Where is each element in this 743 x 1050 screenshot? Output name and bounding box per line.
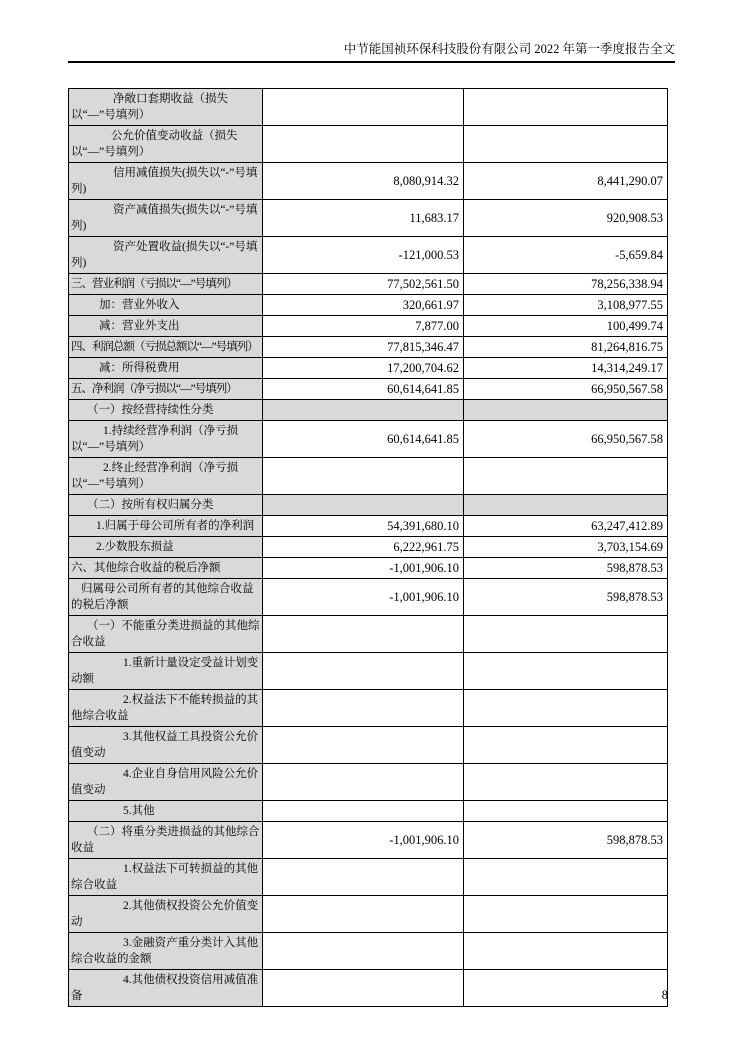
row-value-2 xyxy=(464,859,668,896)
row-value-1: 6,222,961.75 xyxy=(263,537,464,558)
row-label: 四、利润总额（亏损总额以“—”号填列） xyxy=(71,341,258,353)
row-label: 4.其他债权投资信用减值准备 xyxy=(71,974,259,1002)
table-row xyxy=(69,516,668,537)
table-row xyxy=(69,933,668,970)
row-label: 1.归属于母公司所有者的净利润 xyxy=(96,520,255,532)
row-label-cell xyxy=(69,558,263,579)
header-divider xyxy=(68,61,675,63)
row-value-1 xyxy=(263,400,464,421)
table-row xyxy=(69,400,668,421)
row-value-2: 598,878.53 xyxy=(464,822,668,859)
row-value-1: 77,815,346.47 xyxy=(263,337,464,358)
table-row xyxy=(69,316,668,337)
row-value-1 xyxy=(263,859,464,896)
row-label: 归属母公司所有者的其他综合收益的税后净额 xyxy=(71,583,254,611)
row-value-1 xyxy=(263,126,464,163)
row-label: （二）将重分类进损益的其他综合收益 xyxy=(71,826,260,854)
table-row xyxy=(69,163,668,200)
row-value-2: 78,256,338.94 xyxy=(464,274,668,295)
row-value-2: 66,950,567.58 xyxy=(464,421,668,458)
table-row xyxy=(69,822,668,859)
row-label-cell xyxy=(69,801,263,822)
row-label-cell xyxy=(69,400,263,421)
table-row xyxy=(69,337,668,358)
row-value-2: 920,908.53 xyxy=(464,200,668,237)
row-value-1 xyxy=(263,653,464,690)
row-label: 4.企业自身信用风险公允价值变动 xyxy=(71,768,259,796)
row-label-cell xyxy=(69,316,263,337)
row-label-cell xyxy=(69,933,263,970)
row-value-2: 8,441,290.07 xyxy=(464,163,668,200)
row-label-cell xyxy=(69,200,263,237)
row-label-cell xyxy=(69,579,263,616)
table-row xyxy=(69,126,668,163)
table-row xyxy=(69,537,668,558)
row-value-2 xyxy=(464,653,668,690)
row-value-2: -5,659.84 xyxy=(464,237,668,274)
row-label: 资产处置收益(损失以“-”号填列) xyxy=(71,241,258,269)
row-value-1 xyxy=(263,89,464,126)
row-value-1: 7,877.00 xyxy=(263,316,464,337)
row-label: （二）按所有权归属分类 xyxy=(87,499,214,511)
row-label-cell xyxy=(69,859,263,896)
row-value-2: 598,878.53 xyxy=(464,579,668,616)
row-value-1: 60,614,641.85 xyxy=(263,379,464,400)
table-row xyxy=(69,579,668,616)
row-label: 1.权益法下可转损益的其他综合收益 xyxy=(71,863,259,891)
table-row xyxy=(69,558,668,579)
row-label: 减：所得税费用 xyxy=(99,362,180,374)
row-label: 三、营业利润（亏损以“—”号填列） xyxy=(71,278,237,290)
row-label: 5.其他 xyxy=(123,805,155,817)
table-row xyxy=(69,690,668,727)
row-label: （一）不能重分类进损益的其他综合收益 xyxy=(71,620,260,648)
page-number: 8 xyxy=(661,988,668,1002)
row-label-cell xyxy=(69,163,263,200)
table-row xyxy=(69,616,668,653)
row-label-cell xyxy=(69,727,263,764)
row-label-cell xyxy=(69,764,263,801)
row-value-2 xyxy=(464,727,668,764)
row-value-1: 54,391,680.10 xyxy=(263,516,464,537)
row-label: 五、净利润（净亏损以“—”号填列） xyxy=(71,383,237,395)
row-label-cell xyxy=(69,822,263,859)
table-row xyxy=(69,379,668,400)
table-row xyxy=(69,495,668,516)
row-value-1 xyxy=(263,495,464,516)
row-label: 资产减值损失(损失以“-”号填列) xyxy=(71,204,258,232)
row-label-cell xyxy=(69,616,263,653)
row-value-1 xyxy=(263,616,464,653)
row-label: 公允价值变动收益（损失以“—”号填列） xyxy=(71,130,238,158)
row-value-2 xyxy=(464,458,668,495)
row-label: 3.其他权益工具投资公允价值变动 xyxy=(71,731,259,759)
row-value-1: 17,200,704.62 xyxy=(263,358,464,379)
row-value-1 xyxy=(263,764,464,801)
row-value-1 xyxy=(263,690,464,727)
row-value-1: -1,001,906.10 xyxy=(263,822,464,859)
table-row xyxy=(69,458,668,495)
row-label-cell xyxy=(69,690,263,727)
row-label-cell xyxy=(69,237,263,274)
row-label-cell xyxy=(69,516,263,537)
table-row xyxy=(69,727,668,764)
row-label-cell xyxy=(69,421,263,458)
table-row xyxy=(69,89,668,126)
table-row xyxy=(69,295,668,316)
table-row xyxy=(69,421,668,458)
row-value-2 xyxy=(464,764,668,801)
row-value-2: 598,878.53 xyxy=(464,558,668,579)
row-value-2: 81,264,816.75 xyxy=(464,337,668,358)
row-value-2 xyxy=(464,400,668,421)
row-label: 2.少数股东损益 xyxy=(96,541,174,553)
row-label: 净敞口套期收益（损失以“—”号填列） xyxy=(71,93,228,121)
income-statement-table xyxy=(68,88,668,1007)
table-row xyxy=(69,653,668,690)
table-row xyxy=(69,859,668,896)
row-value-2: 100,499.74 xyxy=(464,316,668,337)
row-label-cell xyxy=(69,274,263,295)
row-value-2: 66,950,567.58 xyxy=(464,379,668,400)
row-value-2 xyxy=(464,933,668,970)
row-label: 2.权益法下不能转损益的其他综合收益 xyxy=(71,694,259,722)
row-label: （一）按经营持续性分类 xyxy=(87,404,214,416)
row-value-2 xyxy=(464,690,668,727)
row-value-1: 77,502,561.50 xyxy=(263,274,464,295)
row-label-cell xyxy=(69,295,263,316)
row-value-1 xyxy=(263,933,464,970)
row-value-1 xyxy=(263,727,464,764)
row-label-cell xyxy=(69,358,263,379)
row-value-2 xyxy=(464,896,668,933)
row-value-2 xyxy=(464,801,668,822)
row-value-2 xyxy=(464,495,668,516)
row-value-2: 63,247,412.89 xyxy=(464,516,668,537)
table-row xyxy=(69,358,668,379)
table-row xyxy=(69,237,668,274)
row-label-cell xyxy=(69,458,263,495)
row-value-1: 11,683.17 xyxy=(263,200,464,237)
row-value-1: 320,661.97 xyxy=(263,295,464,316)
row-label-cell xyxy=(69,379,263,400)
row-label: 1.持续经营净利润（净亏损以“—”号填列） xyxy=(71,425,239,453)
row-value-1: -121,000.53 xyxy=(263,237,464,274)
row-value-1: -1,001,906.10 xyxy=(263,558,464,579)
row-value-2: 3,703,154.69 xyxy=(464,537,668,558)
row-label-cell xyxy=(69,495,263,516)
row-label: 信用减值损失(损失以“-”号填列) xyxy=(71,167,258,195)
row-label-cell xyxy=(69,896,263,933)
row-label-cell xyxy=(69,537,263,558)
row-value-2 xyxy=(464,616,668,653)
row-value-1: -1,001,906.10 xyxy=(263,579,464,616)
row-value-2: 14,314,249.17 xyxy=(464,358,668,379)
row-value-1 xyxy=(263,801,464,822)
row-label: 减：营业外支出 xyxy=(99,320,180,332)
table-row xyxy=(69,801,668,822)
row-value-2 xyxy=(464,126,668,163)
row-value-1: 8,080,914.32 xyxy=(263,163,464,200)
row-label-cell xyxy=(69,126,263,163)
document-header-title: 中节能国祯环保科技股份有限公司 2022 年第一季度报告全文 xyxy=(343,42,675,56)
row-value-1 xyxy=(263,896,464,933)
row-label: 2.终止经营净利润（净亏损以“—”号填列） xyxy=(71,462,239,490)
table-row xyxy=(69,274,668,295)
row-label: 六、其他综合收益的税后净额 xyxy=(71,562,221,574)
row-label-cell xyxy=(69,337,263,358)
row-label-cell xyxy=(69,653,263,690)
row-label: 1.重新计量设定受益计划变动额 xyxy=(71,657,259,685)
row-label-cell xyxy=(69,89,263,126)
table-row xyxy=(69,200,668,237)
income-table-body xyxy=(69,89,668,1007)
row-label: 加：营业外收入 xyxy=(99,299,180,311)
table-row xyxy=(69,764,668,801)
row-label: 3.金融资产重分类计入其他综合收益的金额 xyxy=(71,937,259,965)
row-value-2: 3,108,977.55 xyxy=(464,295,668,316)
row-value-1 xyxy=(263,458,464,495)
table-row xyxy=(69,896,668,933)
row-value-1: 60,614,641.85 xyxy=(263,421,464,458)
row-label: 2.其他债权投资公允价值变动 xyxy=(71,900,259,928)
row-value-2 xyxy=(464,89,668,126)
